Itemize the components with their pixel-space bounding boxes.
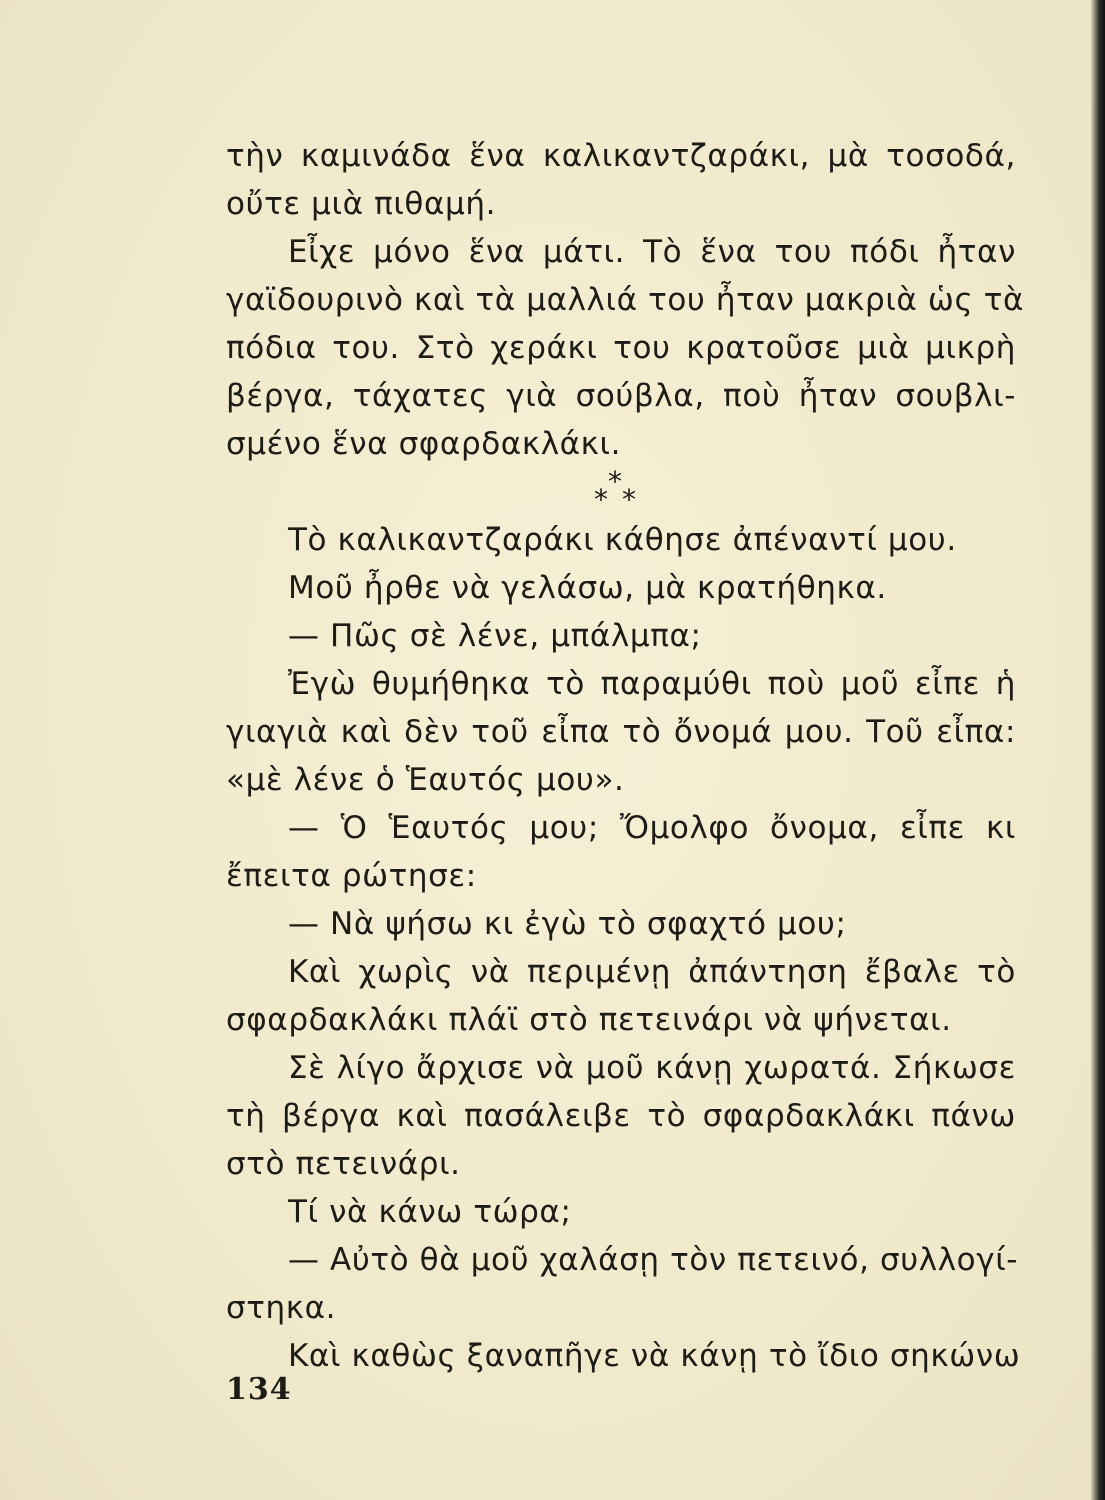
text-line: «μὲ λένε ὁ Ἑαυτός μου». [226,762,625,798]
text-line: Καὶ καθὼς ξαναπῆγε νὰ κάνῃ τὸ ἴδιο σηκώνω [288,1338,1021,1374]
text-line: τὴν καμινάδα ἕνα καλικαντζαράκι, μὰ τοσοδά, [226,138,1016,174]
text-line: τὴ βέργα καὶ πασάλειβε τὸ σφαρδακλάκι πάνω [226,1098,1016,1134]
text-line: στὸ πετεινάρι. [226,1146,461,1182]
text-line: Εἶχε μόνο ἕνα μάτι. Τὸ ἕνα του πόδι ἦταν [288,234,1016,270]
dialogue-line: — Ὁ Ἑαυτός μου; Ὄμολφο ὄνομα, εἶπε κι [288,810,1016,846]
text-line: Ἐγὼ θυμήθηκα τὸ παραμύθι ποὺ μοῦ εἶπε ἡ [288,666,1016,702]
text-line: βέργα, τάχατες γιὰ σούβλα, ποὺ ἦταν σουβλι- [226,378,1016,414]
text-line: στηκα. [226,1290,337,1326]
section-separator [226,465,1026,516]
text-line: Σὲ λίγο ἄρχισε νὰ μοῦ κάνῃ χωρατά. Σήκωσε [288,1050,1016,1086]
text-line: Τί νὰ κάνω τώρα; [288,1194,572,1230]
text-line: Μοῦ ἦρθε νὰ γελάσω, μὰ κρατήθηκα. [288,570,887,606]
text-line: σμένο ἕνα σφαρδακλάκι. [226,426,622,462]
book-spine-edge [1091,0,1105,1500]
text-line: ἔπειτα ρώτησε: [226,858,477,894]
asterisk: * [608,465,622,498]
dialogue-line: — Νὰ ψήσω κι ἐγὼ τὸ σφαχτό μου; [288,906,847,942]
text-line: Καὶ χωρὶς νὰ περιμένῃ ἀπάντηση ἔβαλε τὸ [288,954,1016,990]
text-line: πόδια του. Στὸ χεράκι του κρατοῦσε μιὰ μικρὴ [226,330,1016,366]
text-line: οὔτε μιὰ πιθαμή. [226,186,497,222]
text-line: γιαγιὰ καὶ δὲν τοῦ εἶπα τὸ ὄνομά μου. Τοῦ εἶπα: [226,714,1016,750]
body-text [226,132,1026,1380]
asterisk: * [622,483,636,516]
text-line: Τὸ καλικαντζαράκι κάθησε ἀπέναντί μου. [288,522,957,558]
dialogue-line: — Πῶς σὲ λένε, μπάλμπα; [288,618,702,654]
page-number: 134 [226,1372,292,1407]
dialogue-line: — Αὐτὸ θὰ μοῦ χαλάσῃ τὸν πετεινό, συλλογί- [288,1242,1019,1278]
text-line: γαϊδουρινὸ καὶ τὰ μαλλιά του ἦταν μακριὰ ὡς τὰ [226,282,1024,318]
asterisk: * [594,483,608,516]
text-line: σφαρδακλάκι πλάϊ στὸ πετεινάρι νὰ ψήνεται. [226,1002,952,1038]
